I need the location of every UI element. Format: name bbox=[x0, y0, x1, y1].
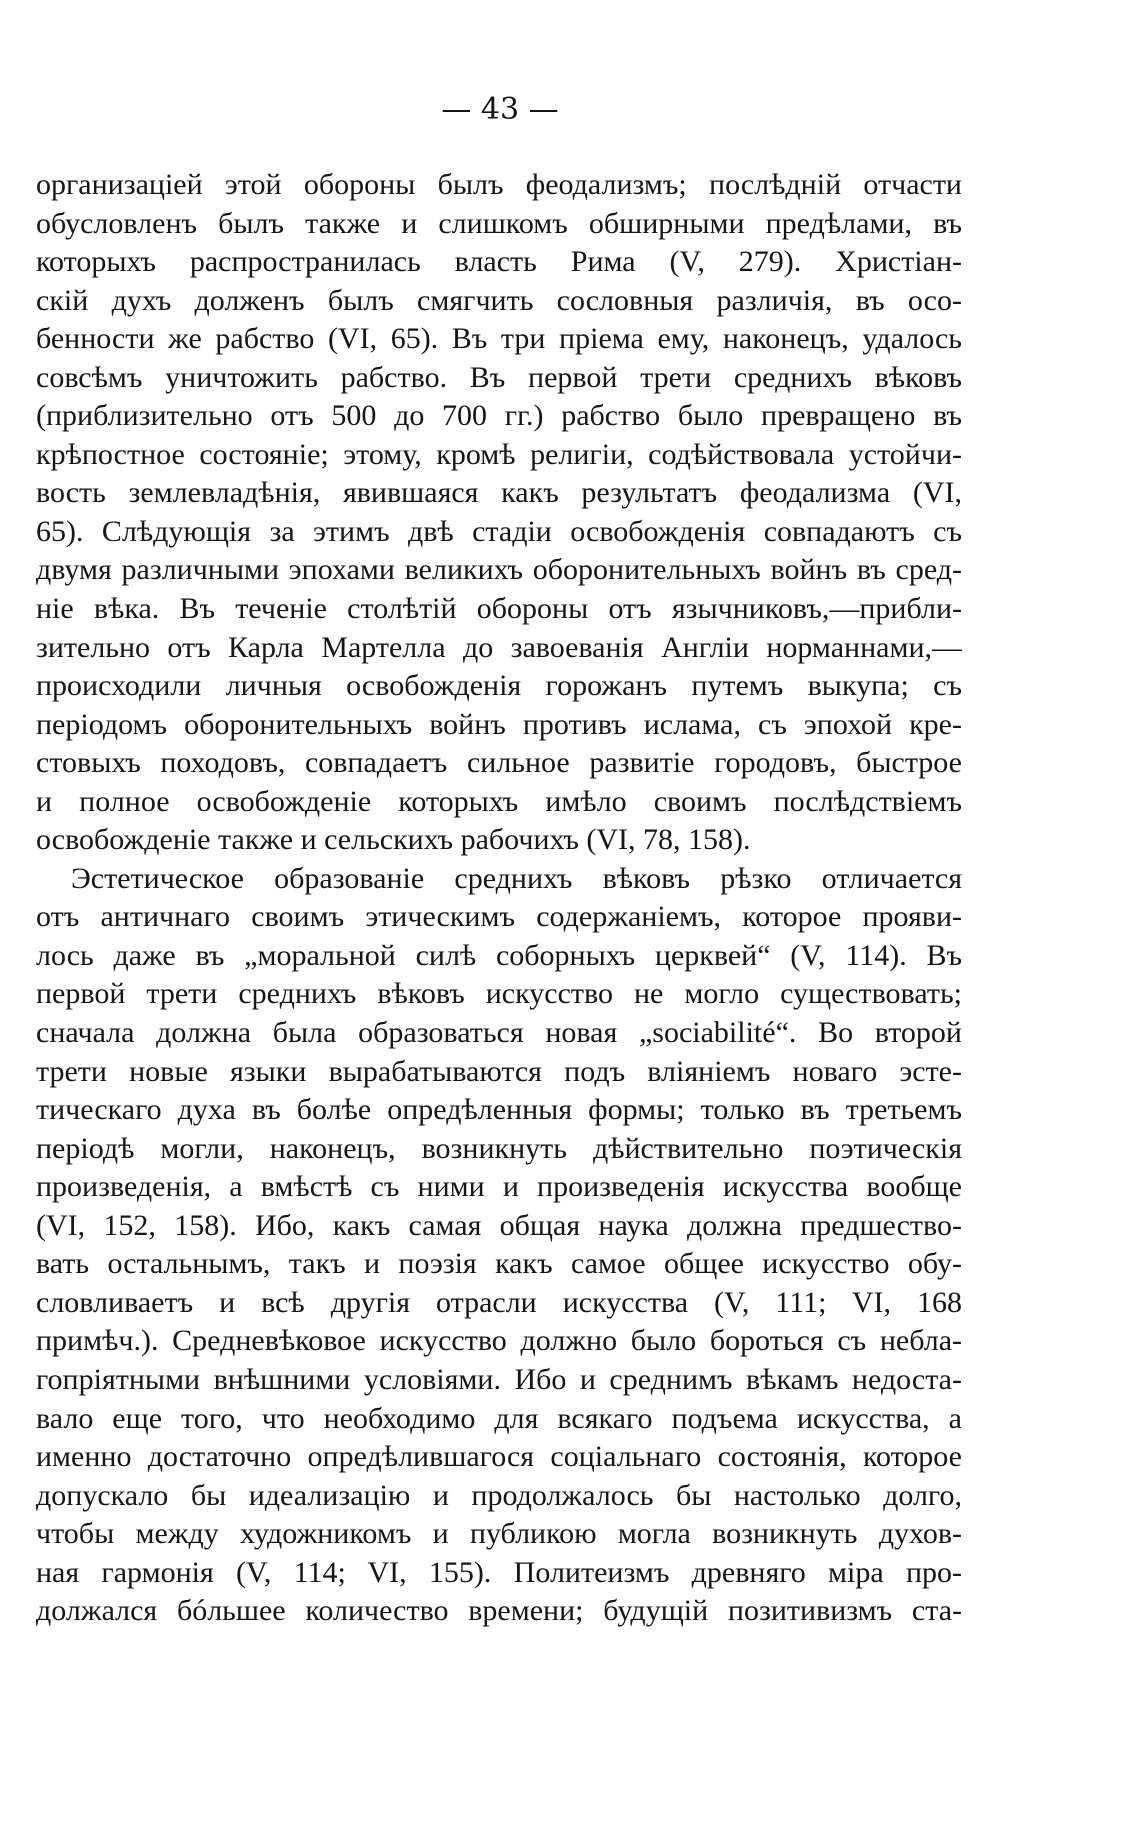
text-line: примѣч.). Средневѣковое искусство должно было бороться съ небла- bbox=[36, 1324, 962, 1358]
text-line: трети новые языки вырабатываются подъ вліяніемъ новаго эсте- bbox=[36, 1054, 962, 1088]
text-line: первой трети среднихъ вѣковъ искусство не могло существовать; bbox=[36, 977, 962, 1011]
text-line: стовыхъ походовъ, совпадаетъ сильное развитіе городовъ, быстрое bbox=[36, 746, 962, 780]
text-line: именно достаточно опредѣлившагося соціальнаго состоянія, которое bbox=[36, 1440, 962, 1474]
text-line: крѣпостное состояніе; этому, кромѣ религіи, содѣйствовала устойчи- bbox=[36, 437, 962, 471]
text-line: произведенія, а вмѣстѣ съ ними и произведенія искусства вообще bbox=[36, 1170, 962, 1204]
text-line: допускало бы идеализацію и продолжалось бы настолько долго, bbox=[36, 1478, 962, 1512]
text-line: сначала должна была образоваться новая „sociabilité“. Во второй bbox=[36, 1016, 962, 1050]
text-line: двумя различными эпохами великихъ оборонительныхъ войнъ въ сред- bbox=[36, 553, 962, 587]
text-line: зительно отъ Карла Мартелла до завоеванія Англіи норманнами,— bbox=[36, 630, 962, 664]
text-line: словливаетъ и всѣ другія отрасли искусства (V, 111; VI, 168 bbox=[36, 1285, 962, 1319]
text-line: скій духъ долженъ былъ смягчить сословныя различія, въ осо- bbox=[36, 283, 962, 317]
text-line: освобожденіе также и сельскихъ рабочихъ (VI, 78, 158). bbox=[36, 823, 751, 857]
text-line: ная гармонія (V, 114; VI, 155). Политеизмъ древняго міра про- bbox=[36, 1555, 962, 1589]
text-line: отъ античнаго своимъ этическимъ содержаніемъ, которое прояви- bbox=[36, 900, 962, 934]
text-line: бенности же рабство (VI, 65). Въ три пріема ему, наконецъ, удалось bbox=[36, 322, 962, 356]
text-line: и полное освобожденіе которыхъ имѣло своимъ послѣдствіемъ bbox=[36, 784, 962, 818]
text-line: періодѣ могли, наконецъ, возникнуть дѣйствительно поэтическія bbox=[36, 1131, 962, 1165]
text-line: происходили личныя освобожденія горожанъ путемъ выкупа; съ bbox=[36, 669, 962, 703]
text-line: тическаго духа въ болѣе опредѣленныя формы; только въ третьемъ bbox=[36, 1093, 962, 1127]
text-line: чтобы между художникомъ и публикою могла возникнуть духов- bbox=[36, 1517, 962, 1551]
text-line: вать остальнымъ, такъ и поэзія какъ самое общее искусство обу- bbox=[36, 1247, 962, 1281]
text-line: организаціей этой обороны былъ феодализмъ; послѣдній отчасти bbox=[36, 168, 962, 201]
text-line: гопріятными внѣшними условіями. Ибо и среднимъ вѣкамъ недоста- bbox=[36, 1362, 962, 1396]
text-line: обусловленъ былъ также и слишкомъ обширными предѣлами, въ bbox=[36, 206, 962, 240]
text-line: 65). Слѣдующія за этимъ двѣ стадіи освобожденія совпадаютъ съ bbox=[36, 514, 962, 548]
text-line: (приблизительно отъ 500 до 700 гг.) рабство было превращено въ bbox=[36, 399, 962, 433]
page-number: — 43 — bbox=[441, 92, 559, 127]
text-line: вость землевладѣнія, явившаяся какъ результатъ феодализма (VI, bbox=[36, 476, 962, 510]
text-line: вало еще того, что необходимо для всякаго подъема искусства, а bbox=[36, 1401, 962, 1435]
text-line: ніе вѣка. Въ теченіе столѣтій обороны отъ язычниковъ,—прибли- bbox=[36, 592, 962, 626]
text-line: должался бóльшее количество времени; будущій позитивизмъ ста- bbox=[36, 1594, 962, 1628]
body-text bbox=[36, 166, 962, 1631]
text-line: періодомъ оборонительныхъ войнъ противъ ислама, съ эпохой кре- bbox=[36, 707, 962, 741]
text-line: которыхъ распространилась власть Рима (V, 279). Христіан- bbox=[36, 245, 962, 279]
text-line: лось даже въ „моральной силѣ соборныхъ церквей“ (V, 114). Въ bbox=[36, 938, 962, 972]
text-line: совсѣмъ уничтожить рабство. Въ первой трети среднихъ вѣковъ bbox=[36, 360, 962, 394]
text-line: (VI, 152, 158). Ибо, какъ самая общая наука должна предшество- bbox=[36, 1208, 962, 1242]
text-line: Эстетическое образованіе среднихъ вѣковъ рѣзко отличается bbox=[71, 861, 962, 895]
